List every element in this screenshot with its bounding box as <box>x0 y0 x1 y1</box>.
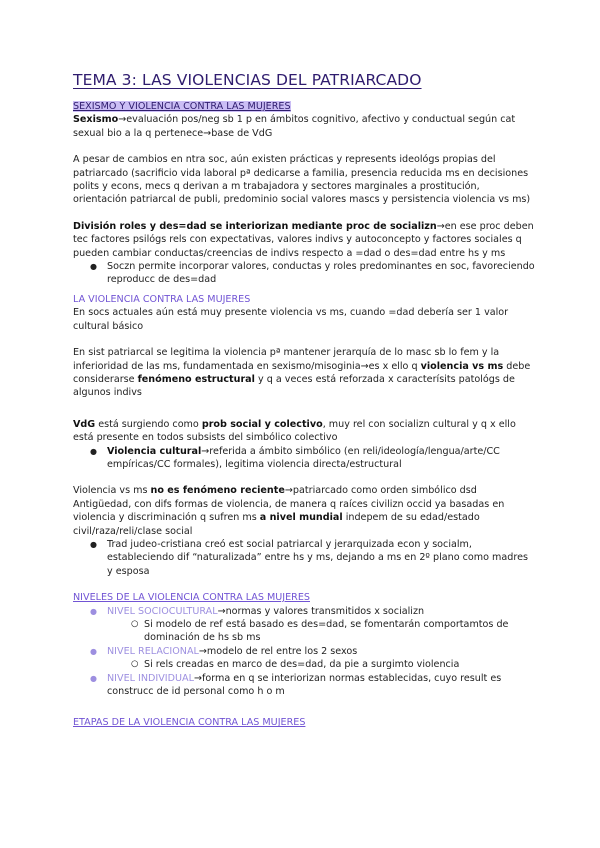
paragraph-text: está surgiendo como <box>95 418 202 430</box>
document-body <box>73 100 535 730</box>
bold-phrase: prob social y colectivo <box>201 418 323 430</box>
paragraph-text: →patriarcado como orden simbólico dsd Antigüedad, con difs formas de violencia, de manera q raíces civilizn occid ya basadas en violencia y discriminación q sufren ms <box>73 485 505 524</box>
sub-list <box>107 618 535 645</box>
paragraph-text: →en ese proc deben tec factores psilógs rels con expectativas, valores indivs y autoconcepto y factores sociales q pueden cambiar conductas/creencias de indivs respecto a =dad o des=dad entre hs y ms <box>73 220 534 259</box>
bold-phrase: fenómeno estructural <box>137 373 255 385</box>
bold-term: Sexismo <box>73 114 119 126</box>
paragraph-text: indepem de su edad/estado civil/raza/reli/clase social <box>73 512 480 537</box>
paragraph-text: y q a veces está reforzada x caracterísits patológs de algunos indivs <box>73 373 515 399</box>
list-item-text: →referida a ámbito simbólico (en reli/ideología/lengua/arte/CC empíricas/CC formales), legitima violencia directa/estructural <box>107 445 500 470</box>
section-heading <box>73 100 535 113</box>
level-item <box>73 605 535 645</box>
section-violencia <box>73 293 535 578</box>
list-item: ● Trad judeo-cristiana creó est social patriarcal y jerarquizada econ y socialm, estableciendo dif “naturalizada” entre hs y ms, dejando a ms en 2º plano como madres y esposa <box>73 538 535 578</box>
level-item <box>73 645 535 672</box>
paragraph-text: debe considerarse <box>73 360 531 385</box>
bold-phrase: no es fenómeno reciente <box>150 485 285 497</box>
paragraph <box>73 418 535 445</box>
page-title: TEMA 3: LAS VIOLENCIAS DEL PATRIARCADO <box>73 71 422 89</box>
level-item <box>73 672 535 699</box>
levels-list <box>73 605 535 699</box>
paragraph: En socs actuales aún está muy presente violencia vs ms, cuando =dad debería ser 1 valor cultural básico <box>73 307 509 332</box>
section-sexismo <box>73 100 535 287</box>
section-etapas <box>73 716 535 729</box>
section-heading: NIVELES DE LA VIOLENCIA CONTRA LAS MUJERES <box>73 592 310 604</box>
paragraph <box>73 113 535 140</box>
level-name: NIVEL RELACIONAL <box>107 645 199 657</box>
bold-term: Violencia cultural <box>107 445 202 457</box>
paragraph <box>73 484 535 538</box>
paragraph: A pesar de cambios en ntra soc, aún existen prácticas y represents ideológs propias del patriarcado (sacrificio vida laboral pª dedicarse a familia, presencia reducida ms en decisiones polits y econs, mecs q derivan a m trabajadora y sectores marginales a prostitución, orientación patriarcal de publi, predominio social valores mascs y persistencia violencia vs ms) <box>73 154 531 206</box>
sub-list <box>107 658 535 671</box>
paragraph <box>73 220 535 260</box>
sub-list-item: ○ Si rels creadas en marco de des=dad, da pie a surgimto violencia <box>107 658 535 671</box>
level-text: →normas y valores transmitidos x socializn <box>217 605 425 617</box>
bold-phrase: División roles y des=dad se interiorizan mediante proc de socializn <box>73 220 437 232</box>
paragraph-text: →evaluación pos/neg sb 1 p en ámbitos cognitivo, afectivo y conductual según cat sexual bio a la q pertenece→base de VdG <box>73 114 516 139</box>
list-item: ● Soczn permite incorporar valores, conductas y roles predominantes en soc, favoreciendo reproducc de des=dad <box>73 260 535 287</box>
bullet-list <box>73 445 535 472</box>
section-heading: LA VIOLENCIA CONTRA LAS MUJERES <box>73 293 251 305</box>
bold-phrase: a nivel mundial <box>259 512 343 524</box>
section-niveles <box>73 591 535 698</box>
section-heading-text: SEXISMO Y VIOLENCIA CONTRA LAS MUJERES <box>73 101 291 112</box>
level-text: →modelo de rel entre los 2 sexos <box>198 645 358 657</box>
paragraph-text: , muy rel con socializn cultural y q x ello está presente en todos subsists del simbólico colectivo <box>73 418 516 444</box>
level-name: NIVEL SOCIOCULTURAL <box>107 605 218 617</box>
paragraph-text: Violencia vs ms <box>73 485 151 497</box>
paragraph-text: En sist patriarcal se legitima la violencia pª mantener jerarquía de lo masc sb lo fem y la inferioridad de las ms, fundamentada en sexismo/misoginia→es x ello q <box>73 347 500 372</box>
level-name: NIVEL INDIVIDUAL <box>107 672 194 684</box>
bold-term: VdG <box>73 418 96 430</box>
level-text: →forma en q se interiorizan normas establecidas, cuyo result es construcc de id personal como h o m <box>107 672 502 698</box>
sub-list-item: ○ Si modelo de ref está basado es des=dad, se fomentarán comportamtos de dominación de hs sb ms <box>107 618 535 645</box>
paragraph <box>73 346 535 400</box>
bold-phrase: violencia vs ms <box>420 360 504 372</box>
list-item <box>73 445 535 472</box>
bullet-list <box>73 260 535 287</box>
bullet-list <box>73 538 535 578</box>
section-heading: ETAPAS DE LA VIOLENCIA CONTRA LAS MUJERES <box>73 717 306 729</box>
